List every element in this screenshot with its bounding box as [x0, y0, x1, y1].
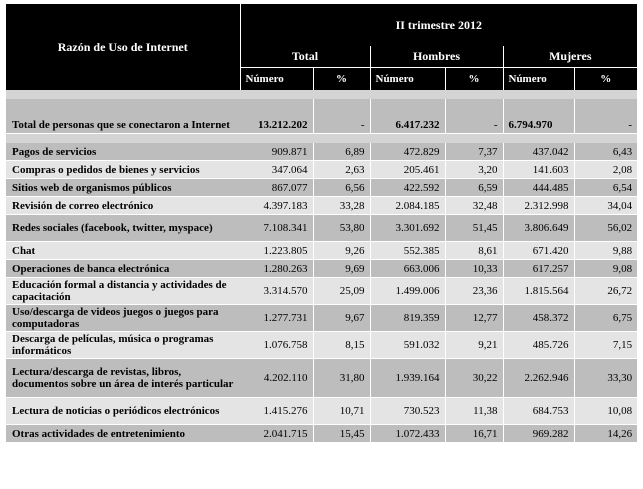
row-label: Operaciones de banca electrónica: [6, 260, 240, 278]
table-row: [6, 359, 637, 398]
cell-mujeres-num: 458.372: [503, 305, 574, 332]
cell-hombres-pct: 23,36: [445, 278, 503, 305]
subheader-mujeres-numero: Número: [503, 68, 574, 91]
cell-total-pct: 53,80: [313, 215, 370, 242]
cell-hombres-pct: 7,37: [445, 143, 503, 161]
cell-hombres-num: 1.072.433: [370, 425, 445, 443]
cell-mujeres-pct: 2,08: [574, 161, 637, 179]
cell-mujeres-pct: 9,08: [574, 260, 637, 278]
cell-total-num: 1.076.758: [240, 332, 313, 359]
table-row: [6, 161, 637, 179]
total-row-total-pct: -: [313, 99, 370, 134]
cell-hombres-pct: 8,61: [445, 242, 503, 260]
subheader-mujeres-pct: %: [574, 68, 637, 91]
cell-mujeres-num: 444.485: [503, 179, 574, 197]
cell-total-num: 1.277.731: [240, 305, 313, 332]
spacer-row: [6, 90, 637, 99]
row-label: Otras actividades de entretenimiento: [6, 425, 240, 443]
table-row: [6, 179, 637, 197]
cell-total-num: 2.041.715: [240, 425, 313, 443]
cell-total-num: 1.280.263: [240, 260, 313, 278]
cell-mujeres-num: 671.420: [503, 242, 574, 260]
row-label-header: Razón de Uso de Internet: [6, 4, 240, 90]
total-row-mujeres-pct: -: [574, 99, 637, 134]
total-row-hombres-pct: -: [445, 99, 503, 134]
row-label: Uso/descarga de videos juegos o juegos para computadoras: [6, 305, 240, 332]
cell-hombres-num: 205.461: [370, 161, 445, 179]
cell-hombres-pct: 11,38: [445, 398, 503, 425]
cell-hombres-pct: 12,77: [445, 305, 503, 332]
cell-total-pct: 9,67: [313, 305, 370, 332]
cell-total-num: 867.077: [240, 179, 313, 197]
row-label: Redes sociales (facebook, twitter, myspace): [6, 215, 240, 242]
cell-hombres-num: 1.499.006: [370, 278, 445, 305]
cell-mujeres-pct: 6,75: [574, 305, 637, 332]
table-row: [6, 278, 637, 305]
cell-hombres-pct: 32,48: [445, 197, 503, 215]
table-row: [6, 425, 637, 443]
table-row: [6, 143, 637, 161]
row-label: Sitios web de organismos públicos: [6, 179, 240, 197]
cell-hombres-num: 472.829: [370, 143, 445, 161]
row-label: Lectura/descarga de revistas, libros, documentos sobre un área de interés particular: [6, 359, 240, 398]
cell-total-pct: 6,89: [313, 143, 370, 161]
cell-mujeres-num: 617.257: [503, 260, 574, 278]
cell-total-num: 7.108.341: [240, 215, 313, 242]
cell-mujeres-num: 2.262.946: [503, 359, 574, 398]
cell-total-pct: 6,56: [313, 179, 370, 197]
cell-total-pct: 25,09: [313, 278, 370, 305]
cell-hombres-num: 1.939.164: [370, 359, 445, 398]
subheader-total-numero: Número: [240, 68, 313, 91]
table-row: [6, 260, 637, 278]
cell-hombres-num: 591.032: [370, 332, 445, 359]
cell-mujeres-num: 485.726: [503, 332, 574, 359]
group-header-mujeres: Mujeres: [503, 46, 637, 68]
cell-hombres-num: 2.084.185: [370, 197, 445, 215]
group-header-hombres: Hombres: [370, 46, 503, 68]
subheader-hombres-numero: Número: [370, 68, 445, 91]
cell-mujeres-pct: 26,72: [574, 278, 637, 305]
cell-hombres-num: 3.301.692: [370, 215, 445, 242]
cell-mujeres-num: 1.815.564: [503, 278, 574, 305]
internet-use-table: [6, 4, 637, 443]
cell-total-num: 1.223.805: [240, 242, 313, 260]
cell-total-num: 909.871: [240, 143, 313, 161]
group-header-total: Total: [240, 46, 370, 68]
cell-hombres-pct: 16,71: [445, 425, 503, 443]
spacer-row: [6, 134, 637, 144]
cell-hombres-num: 663.006: [370, 260, 445, 278]
cell-hombres-num: 730.523: [370, 398, 445, 425]
cell-mujeres-pct: 10,08: [574, 398, 637, 425]
cell-mujeres-num: 684.753: [503, 398, 574, 425]
table-row: [6, 215, 637, 242]
cell-total-pct: 10,71: [313, 398, 370, 425]
cell-mujeres-num: 3.806.649: [503, 215, 574, 242]
cell-hombres-pct: 9,21: [445, 332, 503, 359]
cell-mujeres-pct: 34,04: [574, 197, 637, 215]
subheader-hombres-pct: %: [445, 68, 503, 91]
cell-mujeres-pct: 7,15: [574, 332, 637, 359]
cell-mujeres-pct: 6,54: [574, 179, 637, 197]
row-label: Descarga de películas, música o programas informáticos: [6, 332, 240, 359]
cell-hombres-pct: 30,22: [445, 359, 503, 398]
cell-total-pct: 9,26: [313, 242, 370, 260]
cell-hombres-pct: 51,45: [445, 215, 503, 242]
cell-mujeres-pct: 14,26: [574, 425, 637, 443]
cell-hombres-num: 422.592: [370, 179, 445, 197]
cell-hombres-pct: 3,20: [445, 161, 503, 179]
cell-hombres-num: 552.385: [370, 242, 445, 260]
cell-hombres-pct: 10,33: [445, 260, 503, 278]
cell-total-num: 347.064: [240, 161, 313, 179]
row-label: Lectura de noticias o periódicos electrónicos: [6, 398, 240, 425]
internet-use-table-container: [6, 4, 637, 443]
cell-total-pct: 9,69: [313, 260, 370, 278]
row-label: Compras o pedidos de bienes y servicios: [6, 161, 240, 179]
total-row-total-num: 13.212.202: [240, 99, 313, 134]
cell-mujeres-num: 437.042: [503, 143, 574, 161]
cell-total-pct: 31,80: [313, 359, 370, 398]
cell-hombres-num: 819.359: [370, 305, 445, 332]
table-row: [6, 332, 637, 359]
total-row-mujeres-num: 6.794.970: [503, 99, 574, 134]
total-row-hombres-num: 6.417.232: [370, 99, 445, 134]
cell-total-num: 1.415.276: [240, 398, 313, 425]
period-header: II trimestre 2012: [240, 4, 637, 46]
cell-total-pct: 15,45: [313, 425, 370, 443]
cell-mujeres-pct: 33,30: [574, 359, 637, 398]
cell-total-pct: 33,28: [313, 197, 370, 215]
cell-mujeres-pct: 9,88: [574, 242, 637, 260]
subheader-total-pct: %: [313, 68, 370, 91]
cell-total-num: 4.202.110: [240, 359, 313, 398]
table-row: [6, 305, 637, 332]
cell-total-pct: 8,15: [313, 332, 370, 359]
cell-mujeres-num: 969.282: [503, 425, 574, 443]
cell-mujeres-num: 141.603: [503, 161, 574, 179]
row-label: Chat: [6, 242, 240, 260]
cell-total-num: 4.397.183: [240, 197, 313, 215]
cell-mujeres-pct: 56,02: [574, 215, 637, 242]
row-label: Educación formal a distancia y actividades de capacitación: [6, 278, 240, 305]
table-row: [6, 398, 637, 425]
table-body: [6, 90, 637, 443]
cell-hombres-pct: 6,59: [445, 179, 503, 197]
cell-mujeres-pct: 6,43: [574, 143, 637, 161]
total-row: [6, 99, 637, 134]
total-row-label: Total de personas que se conectaron a Internet: [6, 99, 240, 134]
cell-total-pct: 2,63: [313, 161, 370, 179]
cell-total-num: 3.314.570: [240, 278, 313, 305]
row-label: Revisión de correo electrónico: [6, 197, 240, 215]
table-header: [6, 4, 637, 90]
table-row: [6, 197, 637, 215]
table-row: [6, 242, 637, 260]
cell-mujeres-num: 2.312.998: [503, 197, 574, 215]
row-label: Pagos de servicios: [6, 143, 240, 161]
